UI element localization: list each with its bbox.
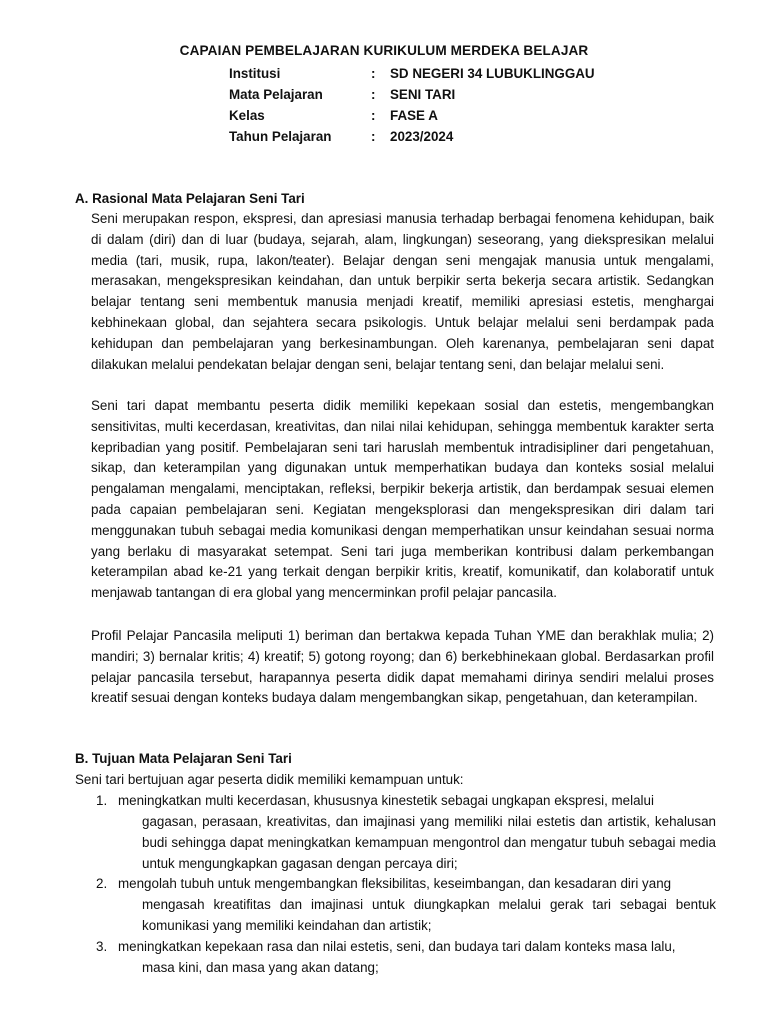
meta-label: Tahun Pelajaran <box>229 129 332 144</box>
meta-row-mata-pelajaran <box>0 87 768 108</box>
meta-row-tahun-pelajaran <box>0 129 768 150</box>
meta-value: 2023/2024 <box>390 129 454 144</box>
list-text-first-line: mengolah tubuh untuk mengembangkan fleksibilitas, keseimbangan, dan kesadaran diri yang <box>118 876 672 891</box>
section-b-intro: Seni tari bertujuan agar peserta didik memiliki kemampuan untuk: <box>75 772 464 787</box>
list-number: 1. <box>96 793 108 808</box>
list-text-continuation: masa kini, dan masa yang akan datang; <box>142 960 379 975</box>
meta-value: SD NEGERI 34 LUBUKLINGGAU <box>390 66 595 81</box>
list-text-continuation: mengasah kreatifitas dan imajinasi untuk diungkapkan melalui gerak tari sebagai bentuk komunikasi yang memiliki keindahan dan artistik; <box>142 897 716 933</box>
meta-label: Kelas <box>229 108 265 123</box>
meta-row-kelas <box>0 108 768 129</box>
meta-row-institusi <box>0 66 768 87</box>
meta-colon: : <box>371 108 376 123</box>
section-b-heading: B. Tujuan Mata Pelajaran Seni Tari <box>75 751 292 766</box>
document-title: CAPAIAN PEMBELAJARAN KURIKULUM MERDEKA BELAJAR <box>179 43 589 58</box>
section-a-paragraph-2: Seni tari dapat membantu peserta didik memiliki kepekaan sosial dan estetis, mengembangkan sensitivitas, multi kecerdasan, kreativitas, dan nilai nilai kehidupan, sehingga membentuk karakter serta kepribadian yang positif. Pembelajaran seni tari haruslah membentuk intradisipliner dari pengetahuan, sikap, dan keterampilan yang digunakan untuk memperhatikan budaya dan konteks sosial melalui pengalaman mengalami, menciptakan, refleksi, berpikir bekerja artistik, dan berdampak sesuai elemen pada capaian pembelajaran seni. Kegiatan mengeksplorasi dan mengekspresikan diri dalam tari menggunakan tubuh sebagai media komunikasi dengan memperhatikan unsur keindahan sesuai norma yang berlaku di masyarakat setempat. Seni tari juga memberikan kontribusi dalam perkembangan keterampilan abad ke-21 yang terkait dengan berpikir kritis, kreatif, komunikatif, dan kolaboratif untuk menjawab tantangan di era global yang mencerminkan profil pelajar pancasila. <box>91 398 714 601</box>
meta-colon: : <box>371 87 376 102</box>
list-text-first-line: meningkatkan multi kecerdasan, khususnya kinestetik sebagai ungkapan ekspresi, melalui <box>118 793 654 808</box>
section-a-paragraph-1: Seni merupakan respon, ekspresi, dan apresiasi manusia terhadap berbagai fenomena kehidupan, baik di dalam (diri) dan di luar (budaya, sejarah, alam, lingkungan) seseorang, yang diekspresikan melalui media (tari, musik, rupa, lakon/teater). Belajar dengan seni mengajak manusia untuk mengalami, merasakan, mengekspresikan keindahan, dan untuk berpikir serta bekerja secara artistik. Sedangkan belajar tentang seni membentuk manusia menjadi kreatif, memiliki apresiasi estetis, menghargai kebhinekaan global, dan sejahtera secara psikologis. Untuk belajar melalui seni berdampak pada kehidupan dan pembelajaran yang berkesinambungan. Oleh karenanya, pembelajaran seni dapat dilakukan melalui pendekatan belajar dengan seni, belajar tentang seni, dan belajar melalui seni. <box>91 211 714 372</box>
meta-value: FASE A <box>390 108 438 123</box>
list-number: 2. <box>96 876 108 891</box>
meta-label: Institusi <box>229 66 281 81</box>
section-a-paragraph-3: Profil Pelajar Pancasila meliputi 1) beriman dan bertakwa kepada Tuhan YME dan berakhlak mulia; 2) mandiri; 3) bernalar kritis; 4) kreatif; 5) gotong royong; dan 6) berkebhinekaan global. Berdasarkan profil pelajar pancasila tersebut, harapannya peserta didik dapat memahami dirinya sendiri melalui proses kreatif sesuai dengan konteks budaya dalam mengembangkan sikap, pengetahuan, dan keterampilan. <box>91 628 714 706</box>
list-text-first-line: meningkatkan kepekaan rasa dan nilai estetis, seni, dan budaya tari dalam konteks masa lalu, <box>118 939 676 954</box>
section-a-heading: A. Rasional Mata Pelajaran Seni Tari <box>75 191 305 206</box>
list-text-continuation: gagasan, perasaan, kreativitas, dan imajinasi yang memiliki nilai estetis dan artistik, kehalusan budi sehingga dapat meningkatkan kemampuan mengontrol dan mengatur tubuh sebagai media untuk mengungkapkan gagasan dengan percaya diri; <box>142 814 716 871</box>
meta-value: SENI TARI <box>390 87 456 102</box>
meta-label: Mata Pelajaran <box>229 87 323 102</box>
meta-colon: : <box>371 66 376 81</box>
meta-colon: : <box>371 129 376 144</box>
list-number: 3. <box>96 939 108 954</box>
